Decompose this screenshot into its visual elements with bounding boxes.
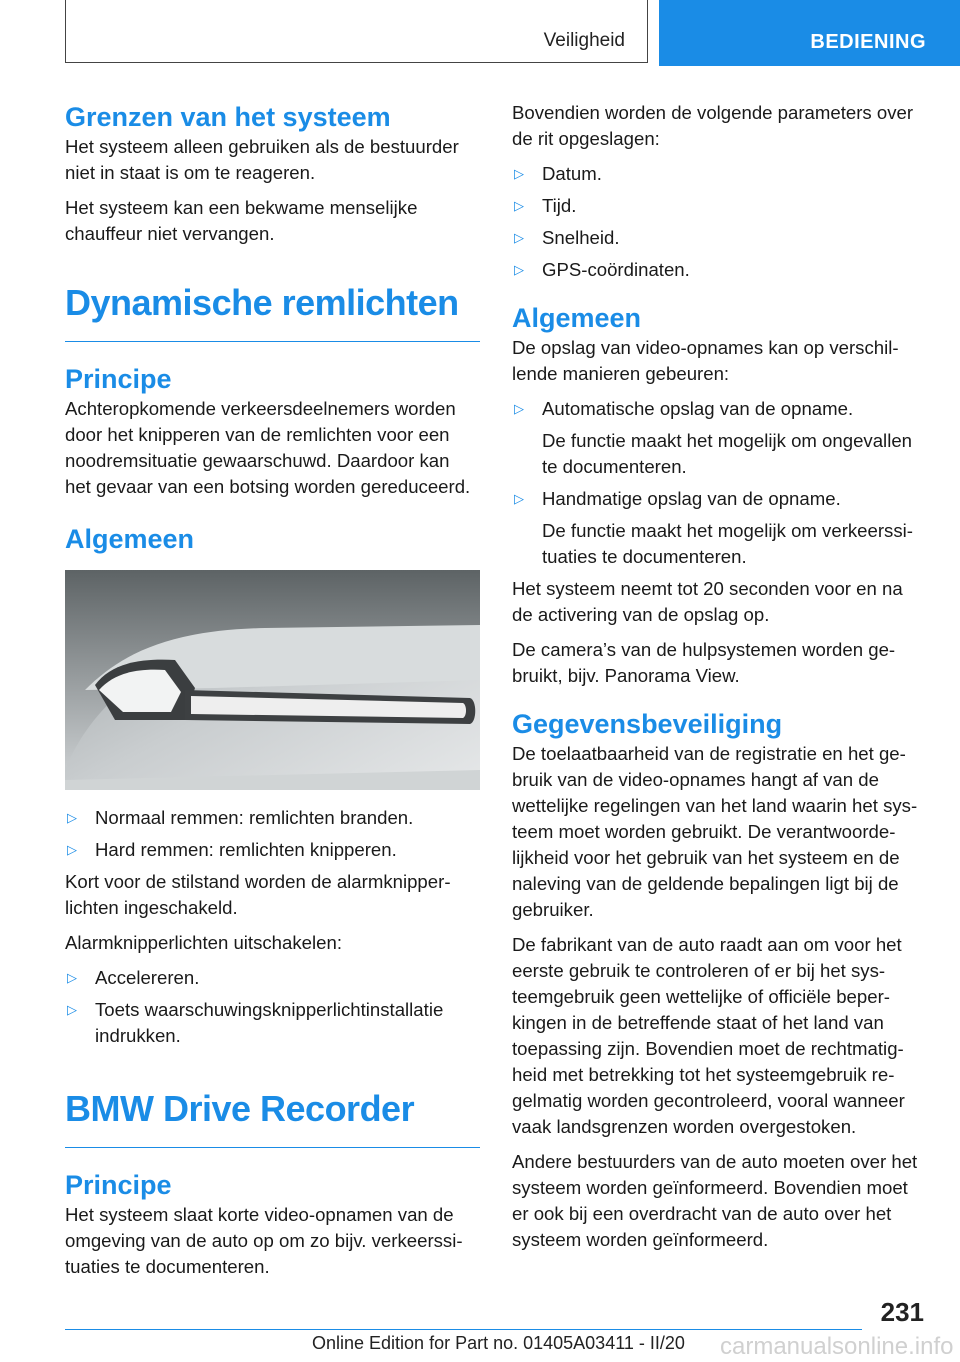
list-item [512,161,927,187]
list-item [65,997,480,1049]
tail-light-illustration [65,570,480,790]
list-item-text: Automatische opslag van de opname. [542,398,854,419]
dyn-principe-text: Achteropkomende verkeersdeelnemers worden door het knipperen van de remlichten voor een noodremsituatie gewaarschuwd. Daardoor kan het gevaar van een botsing worden gereduceerd. [65,398,471,497]
algemeen-heading: Algemeen [512,303,642,333]
footer-divider [65,1329,862,1330]
triangle-right-icon: ▷ [67,1002,77,1017]
triangle-right-icon: ▷ [67,810,77,825]
left-column [65,100,480,1289]
gegevens-paragraph-1: De toelaatbaarheid van de registratie en het gebruik van de video-opnames hangt af van de wettelijke regelingen van het land waarin het systeem moet worden gebruikt. De verantwoordelijkheid voor het gebruik van het systeem en de naleving van de geldende bepalingen ligt bij de gebruiker. [512,743,918,920]
dyn-principe-heading: Principe [65,364,172,394]
grenzen-paragraph-2: Het systeem kan een bekwame menselijke chauffeur niet vervangen. [65,197,418,244]
footer-edition: Online Edition for Part no. 01405A03411 - II/20 [312,1333,685,1353]
opslag-list [512,396,927,570]
list-item [65,837,480,863]
list-item-subtext: De functie maakt het mogelijk om verkeerssituaties te documenteren. [542,520,913,567]
bmw-principe-text: Het systeem slaat korte video-opnamen van de omgeving van de auto op om zo bijv. verkeerssituaties te documenteren. [65,1204,463,1277]
list-item [512,257,927,283]
camera-paragraph: De camera’s van de hulpsystemen worden gebruikt, bijv. Panorama View. [512,639,896,686]
header-section-title: Veiligheid [543,30,625,51]
list-item-subtext: De functie maakt het mogelijk om ongevallen te documenteren. [542,430,913,477]
gegevens-paragraph-3: Andere bestuurders van de auto moeten over het systeem worden geïnformeerd. Bovendien moet er ook bij een overdracht van de auto over het systeem worden geïnformeerd. [512,1151,918,1250]
params-intro: Bovendien worden de volgende parameters over de rit opgeslagen: [512,102,914,149]
stilstand-paragraph: Kort voor de stilstand worden de alarmknipperlichten ingeschakeld. [65,871,451,918]
list-item-text: Handmatige opslag van de opname. [542,488,841,509]
algemeen-text: De opslag van video-opnames kan op verschillende manieren gebeuren: [512,337,899,384]
triangle-right-icon: ▷ [514,401,524,416]
list-item [512,396,927,480]
list-item [512,225,927,251]
bmw-recorder-heading: BMW Drive Recorder [65,1087,480,1148]
list-item [65,965,480,991]
list-item-text: Accelereren. [95,967,200,988]
alarm-paragraph: Alarmknipperlichten uitschakelen: [65,932,342,953]
dyn-remlichten-heading: Dynamische remlichten [65,281,480,342]
header-box [65,0,648,63]
list-item-text: Normaal remmen: remlichten branden. [95,807,414,828]
list-item [512,486,927,570]
dyn-algemeen-heading: Algemeen [65,524,195,554]
list-item-text: Tijd. [542,195,577,216]
grenzen-heading: Grenzen van het systeem [65,102,391,132]
triangle-right-icon: ▷ [514,166,524,181]
triangle-right-icon: ▷ [514,198,524,213]
list-item-text: GPS-coördinaten. [542,259,690,280]
opslag-seconds-paragraph: Het systeem neemt tot 20 seconden voor en na de activering van de opslag op. [512,578,903,625]
gegevens-heading: Gegevensbeveiliging [512,709,783,739]
header-tab [659,0,960,66]
triangle-right-icon: ▷ [514,262,524,277]
triangle-right-icon: ▷ [514,230,524,245]
triangle-right-icon: ▷ [67,970,77,985]
alarm-list [65,965,480,1049]
params-list [512,161,927,283]
list-item [65,805,480,831]
gegevens-paragraph-2: De fabrikant van de auto raadt aan om voor het eerste gebruik te controleren of er bij het systeemgebruik geen wettelijke of officiële beperkingen in de betreffende staat of het land van toepassing zijn. Bovendien moet de rechtmatigheid met betrekking tot het systeemgebruik regelmatig worden gecontroleerd, vooral wanneer vaak landsgrenzen worden overgestoken. [512,934,905,1137]
list-item-text: Datum. [542,163,602,184]
triangle-right-icon: ▷ [514,491,524,506]
list-item-text: Snelheid. [542,227,620,248]
remlichten-list [65,805,480,863]
triangle-right-icon: ▷ [67,842,77,857]
bmw-principe-heading: Principe [65,1170,172,1200]
grenzen-paragraph-1: Het systeem alleen gebruiken als de bestuurder niet in staat is om te reageren. [65,136,459,183]
page-number: 231 [880,1297,924,1327]
right-column [512,100,927,1262]
list-item [512,193,927,219]
header-tab-label: BEDIENING [810,31,926,53]
watermark: carmanualsonline.info [720,1333,954,1360]
list-item-text: Toets waarschuwingsknipperlichtinstallatie indrukken. [95,999,444,1046]
list-item-text: Hard remmen: remlichten knipperen. [95,839,397,860]
